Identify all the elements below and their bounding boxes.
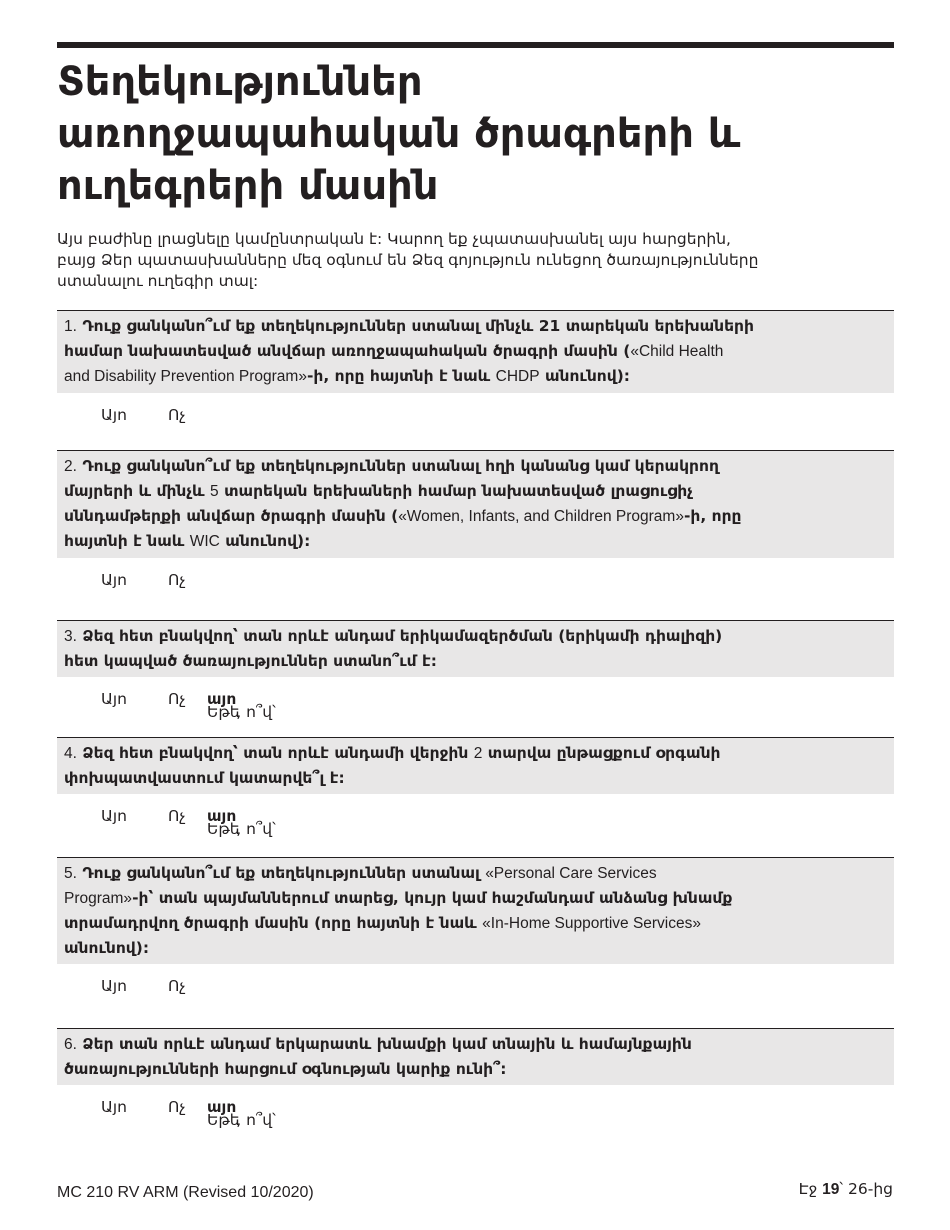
if-yes-bold: այո	[207, 690, 237, 708]
page-indicator	[799, 1180, 893, 1199]
question-line: փոխպատվաստում կատարվե՞լ է:	[64, 769, 345, 787]
question-line: համար նախատեսված անվճար առողջապահական ծրագրի մասին (	[64, 342, 631, 360]
form-identifier: MC 210 RV ARM (Revised 10/2020)	[57, 1184, 314, 1201]
title-line: ուղեգրերի մասին	[57, 163, 439, 209]
answer-yes-option[interactable]: Այո	[101, 406, 127, 424]
program-name: Program»	[64, 890, 133, 907]
question-line: հետ կապված ծառայություններ ստանո՞ւմ է:	[64, 652, 437, 670]
if-yes-suffix: , ո՞վ՝	[236, 820, 276, 838]
if-yes-suffix: , ո՞վ՝	[236, 703, 276, 721]
answer-no-option[interactable]: Ոչ	[168, 690, 186, 708]
question-line: Դուք ցանկանո՞ւմ եք տեղեկություններ ստանալ	[82, 864, 486, 882]
question-line: Ձեր տան որևէ անդամ երկարատև խնամքի կամ տնային և համայնքային	[82, 1035, 692, 1053]
question-text	[57, 621, 894, 677]
intro-text	[57, 229, 894, 292]
question-line: -ի՝ տան պայմաններում տարեց, կույր կամ հաշմանդամ անձանց խնամք	[132, 889, 733, 907]
question-line: մայրերի և մինչև	[64, 482, 211, 500]
if-yes-prefix: Եթե	[207, 703, 240, 721]
if-yes-prefix: Եթե	[207, 1111, 240, 1129]
if-yes-who-field[interactable]	[207, 690, 276, 721]
question-2	[57, 450, 894, 608]
intro-line: բայց Ձեր պատասխանները մեզ օգնում են Ձեզ գոյություն ունեցող ծառայությունները	[57, 251, 759, 269]
intro-line: ստանալու ուղեգիր տալ:	[57, 272, 259, 290]
question-line: -ի, որը	[683, 507, 742, 525]
question-line: հայտնի է նաև	[64, 532, 190, 550]
question-line: տարվա ընթացքում օրգանի	[482, 744, 721, 762]
question-line: տարեկան երեխաների համար նախատեսված լրացուցիչ	[218, 482, 693, 500]
answer-yes-option[interactable]: Այո	[101, 977, 127, 995]
answer-row	[57, 393, 894, 443]
if-yes-bold: այո	[207, 807, 237, 825]
program-name: «Child Health	[630, 343, 724, 360]
question-4	[57, 737, 894, 844]
if-yes-bold: այո	[207, 1098, 237, 1116]
answer-row	[57, 558, 894, 608]
question-number: 6.	[64, 1036, 77, 1053]
program-acronym: CHDP	[495, 368, 540, 385]
question-number: 2.	[64, 458, 77, 475]
question-6	[57, 1028, 894, 1135]
answer-yes-option[interactable]: Այո	[101, 690, 127, 708]
program-name: «Women, Infants, and Children Program»	[398, 508, 684, 525]
question-text	[57, 311, 894, 393]
answer-yes-option[interactable]: Այո	[101, 807, 127, 825]
intro-line: Այս բաժինը լրացնելը կամընտրական է: Կարող եք չպատասխանել այս հարցերին,	[57, 230, 731, 248]
answer-no-option[interactable]: Ոչ	[168, 977, 186, 995]
if-yes-who-field[interactable]	[207, 1098, 276, 1129]
question-line: անունով):	[539, 367, 630, 385]
question-text	[57, 1029, 894, 1085]
question-1	[57, 310, 894, 443]
age-number: 5	[210, 483, 219, 500]
title-line: Տեղեկություններ	[57, 59, 423, 105]
answer-row	[57, 794, 894, 844]
answer-yes-option[interactable]: Այո	[101, 1098, 127, 1116]
question-number: 5.	[64, 865, 77, 882]
program-name: and Disability Prevention Program»	[64, 368, 307, 385]
program-acronym: WIC	[189, 533, 220, 550]
answer-no-option[interactable]: Ոչ	[168, 807, 186, 825]
question-line: տրամադրվող ծրագրի մասին (որը հայտնի է նաև	[64, 914, 483, 932]
section-title	[57, 56, 894, 212]
question-number: 3.	[64, 628, 77, 645]
question-text	[57, 451, 894, 558]
question-line: սննդամթերքի անվճար ծրագրի մասին (	[64, 507, 399, 525]
question-text	[57, 858, 894, 964]
question-text	[57, 738, 894, 794]
question-3	[57, 620, 894, 727]
page-prefix: Էջ	[798, 1180, 823, 1198]
page-number: 19	[822, 1181, 840, 1198]
program-name: «Personal Care Services	[485, 865, 657, 882]
page-suffix: ՝ 26-ից	[839, 1180, 893, 1198]
question-5	[57, 857, 894, 1014]
answer-yes-option[interactable]: Այո	[101, 571, 127, 589]
question-line: Ձեզ հետ բնակվող՝ տան որևէ անդամի վերջին	[82, 744, 474, 762]
answer-row	[57, 677, 894, 727]
if-yes-prefix: Եթե	[207, 820, 240, 838]
if-yes-who-field[interactable]	[207, 807, 276, 838]
question-line: անունով):	[219, 532, 311, 550]
question-number: 4.	[64, 745, 77, 762]
answer-row	[57, 964, 894, 1014]
question-line: անունով):	[64, 939, 150, 957]
question-line: Դուք ցանկանո՞ւմ եք տեղեկություններ ստանալ հղի կանանց կամ կերակրող	[82, 457, 719, 475]
answer-no-option[interactable]: Ոչ	[168, 571, 186, 589]
question-line: ծառայությունների հարցում օգնության կարիք ունի՞:	[64, 1060, 507, 1078]
years-number: 2	[473, 745, 483, 762]
question-line: Դուք ցանկանո՞ւմ եք տեղեկություններ ստանալ մինչև 21 տարեկան երեխաների	[82, 317, 754, 335]
answer-no-option[interactable]: Ոչ	[168, 1098, 186, 1116]
answer-row	[57, 1085, 894, 1135]
question-number: 1.	[64, 318, 77, 335]
program-name: «In-Home Supportive Services»	[482, 915, 701, 932]
title-line: առողջապահական ծրագրերի և	[57, 111, 741, 157]
top-rule	[57, 42, 894, 48]
question-line: -ի, որը հայտնի է նաև	[306, 367, 496, 385]
question-line: Ձեզ հետ բնակվող՝ տան որևէ անդամ երիկամազերծման (երիկամի դիալիզի)	[82, 627, 723, 645]
answer-no-option[interactable]: Ոչ	[168, 406, 186, 424]
if-yes-suffix: , ո՞վ՝	[236, 1111, 276, 1129]
